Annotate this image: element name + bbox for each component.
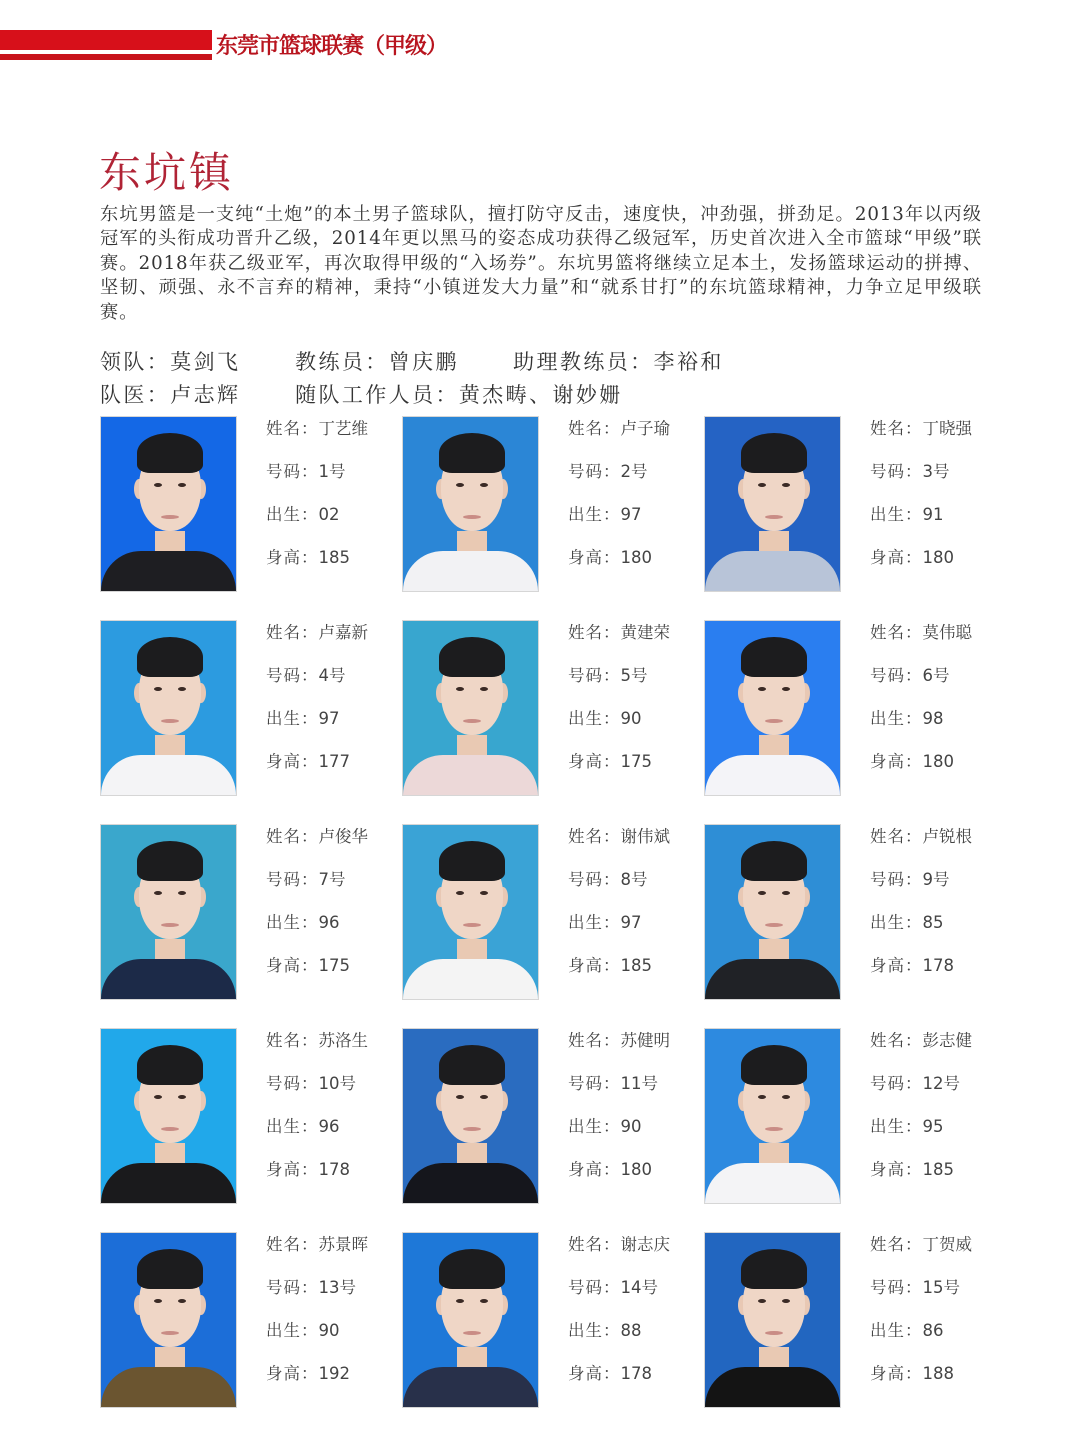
player-birth: 90: [620, 1117, 642, 1136]
player-name: 黄建荣: [620, 623, 670, 642]
player-card: [100, 416, 400, 592]
player-birth-row: 出生：97: [568, 913, 642, 932]
player-name: 卢俊华: [318, 827, 368, 846]
support-staff: 随队工作人员：黄杰畴、谢妙姗: [295, 383, 623, 407]
player-number-row: 号码：9号: [870, 870, 950, 889]
player-photo: [402, 620, 539, 796]
player-birth-row: 出生：90: [568, 709, 642, 728]
player-number-row: 号码：11号: [568, 1074, 658, 1093]
player-card: [704, 824, 1004, 1000]
player-name-row: 姓名：卢锐根: [870, 827, 972, 846]
player-info: [266, 416, 368, 588]
player-card: [402, 1232, 702, 1408]
team-intro: 东坑男篮是一支纯“土炮”的本土男子篮球队，擅打防守反击，速度快，冲劲强，拼劲足。2013年以丙级冠军的头衔成功晋升乙级，2014年更以黑马的姿态成功获得乙级冠军，历史首次进入全市篮球“甲级”联赛。2018年获乙级亚军，再次取得甲级的“入场券”。东坑男篮将继续立足本土，发扬篮球运动的拼搏、坚韧、顽强、永不言弃的精神，秉持“小镇迸发大力量”和“就系甘打”的东坑篮球精神，力争立足甲级联赛。: [100, 204, 982, 323]
player-birth: 90: [620, 709, 642, 728]
player-height-row: 身高：180: [870, 548, 954, 567]
player-name-row: 姓名：谢伟斌: [568, 827, 670, 846]
player-name-row: 姓名：莫伟聪: [870, 623, 972, 642]
player-card: [704, 1028, 1004, 1204]
team-leader: 领队：莫剑飞: [100, 350, 241, 374]
player-photo: [100, 1232, 237, 1408]
player-card: [402, 620, 702, 796]
player-info: [266, 824, 368, 996]
player-info: [266, 1232, 368, 1404]
staff-row-2: [100, 379, 623, 409]
player-name-row: 姓名：彭志健: [870, 1031, 972, 1050]
player-name: 彭志健: [922, 1031, 972, 1050]
player-photo: [704, 416, 841, 592]
player-height: 185: [318, 548, 350, 567]
player-photo: [402, 416, 539, 592]
player-height-row: 身高：175: [266, 956, 350, 975]
player-number-row: 号码：14号: [568, 1278, 658, 1297]
player-birth-row: 出生：97: [568, 505, 642, 524]
player-name-row: 姓名：卢嘉新: [266, 623, 368, 642]
player-info: [568, 824, 670, 996]
player-birth: 02: [318, 505, 340, 524]
player-photo: [100, 1028, 237, 1204]
player-height-row: 身高：175: [568, 752, 652, 771]
player-card: [704, 620, 1004, 796]
player-birth: 86: [922, 1321, 944, 1340]
assistant-coach: 助理教练员：李裕和: [513, 350, 724, 374]
player-card: [402, 1028, 702, 1204]
player-card: [100, 824, 400, 1000]
player-name-row: 姓名：苏健明: [568, 1031, 670, 1050]
player-height-row: 身高：185: [568, 956, 652, 975]
player-number: 15号: [922, 1278, 960, 1297]
header-bar-thin: [0, 54, 212, 60]
player-birth-row: 出生：90: [266, 1321, 340, 1340]
player-number: 12号: [922, 1074, 960, 1093]
team-name: 东坑镇: [99, 148, 235, 197]
header-decor-bar: [0, 30, 212, 61]
player-name: 丁贺威: [922, 1235, 972, 1254]
player-name-row: 姓名：卢俊华: [266, 827, 368, 846]
player-height: 178: [318, 1160, 350, 1179]
header-bar-thick: [0, 30, 212, 50]
player-number-row: 号码：15号: [870, 1278, 960, 1297]
player-name: 丁艺维: [318, 419, 368, 438]
player-number: 5号: [620, 666, 648, 685]
player-birth-row: 出生：90: [568, 1117, 642, 1136]
player-birth-row: 出生：95: [870, 1117, 944, 1136]
player-number: 7号: [318, 870, 346, 889]
team-doctor: 队医：卢志辉: [100, 383, 241, 407]
player-info: [870, 824, 972, 996]
player-birth-row: 出生：88: [568, 1321, 642, 1340]
player-height-row: 身高：188: [870, 1364, 954, 1383]
player-photo: [704, 620, 841, 796]
player-height-row: 身高：185: [266, 548, 350, 567]
player-birth-row: 出生：91: [870, 505, 944, 524]
player-birth: 95: [922, 1117, 944, 1136]
staff-row-1: [100, 346, 724, 376]
player-info: [568, 1028, 670, 1200]
player-name: 卢子瑜: [620, 419, 670, 438]
player-name: 谢伟斌: [620, 827, 670, 846]
player-number-row: 号码：7号: [266, 870, 346, 889]
player-number-row: 号码：8号: [568, 870, 648, 889]
player-card: [704, 1232, 1004, 1408]
player-height-row: 身高：185: [870, 1160, 954, 1179]
player-photo: [402, 1232, 539, 1408]
player-number-row: 号码：3号: [870, 462, 950, 481]
player-number: 13号: [318, 1278, 356, 1297]
player-photo: [704, 824, 841, 1000]
player-birth-row: 出生：96: [266, 1117, 340, 1136]
player-birth-row: 出生：96: [266, 913, 340, 932]
player-height: 175: [620, 752, 652, 771]
player-photo: [704, 1232, 841, 1408]
player-name: 苏景晖: [318, 1235, 368, 1254]
player-info: [870, 1028, 972, 1200]
player-height-row: 身高：180: [870, 752, 954, 771]
player-height: 188: [922, 1364, 954, 1383]
player-height-row: 身高：178: [266, 1160, 350, 1179]
player-info: [568, 416, 670, 588]
player-photo: [402, 1028, 539, 1204]
player-name-row: 姓名：谢志庆: [568, 1235, 670, 1254]
player-height-row: 身高：192: [266, 1364, 350, 1383]
player-card: [100, 1028, 400, 1204]
player-name: 卢嘉新: [318, 623, 368, 642]
player-birth-row: 出生：97: [266, 709, 340, 728]
player-birth: 90: [318, 1321, 340, 1340]
player-info: [568, 620, 670, 792]
player-name: 谢志庆: [620, 1235, 670, 1254]
player-height: 177: [318, 752, 350, 771]
player-height-row: 身高：180: [568, 548, 652, 567]
player-height: 180: [620, 1160, 652, 1179]
player-height: 180: [922, 752, 954, 771]
player-birth: 97: [318, 709, 340, 728]
player-name-row: 姓名：苏洛生: [266, 1031, 368, 1050]
player-birth-row: 出生：02: [266, 505, 340, 524]
player-number: 8号: [620, 870, 648, 889]
player-number-row: 号码：4号: [266, 666, 346, 685]
player-card: [704, 416, 1004, 592]
player-height: 192: [318, 1364, 350, 1383]
player-number: 9号: [922, 870, 950, 889]
player-name: 丁晓强: [922, 419, 972, 438]
player-photo: [402, 824, 539, 1000]
player-birth: 85: [922, 913, 944, 932]
player-card: [402, 416, 702, 592]
player-name: 苏健明: [620, 1031, 670, 1050]
player-info: [266, 1028, 368, 1200]
player-birth: 91: [922, 505, 944, 524]
player-number: 4号: [318, 666, 346, 685]
league-title: 东莞市篮球联赛（甲级）: [216, 34, 448, 59]
player-height-row: 身高：180: [568, 1160, 652, 1179]
player-number-row: 号码：12号: [870, 1074, 960, 1093]
player-info: [568, 1232, 670, 1404]
player-height: 180: [620, 548, 652, 567]
player-birth: 97: [620, 913, 642, 932]
player-photo: [704, 1028, 841, 1204]
player-name-row: 姓名：苏景晖: [266, 1235, 368, 1254]
player-height: 178: [620, 1364, 652, 1383]
player-number-row: 号码：13号: [266, 1278, 356, 1297]
player-number-row: 号码：5号: [568, 666, 648, 685]
player-birth-row: 出生：85: [870, 913, 944, 932]
player-info: [870, 1232, 972, 1404]
player-name-row: 姓名：黄建荣: [568, 623, 670, 642]
player-height: 185: [620, 956, 652, 975]
player-birth: 96: [318, 913, 340, 932]
player-photo: [100, 620, 237, 796]
player-height-row: 身高：178: [870, 956, 954, 975]
player-name: 卢锐根: [922, 827, 972, 846]
player-number: 14号: [620, 1278, 658, 1297]
player-height: 180: [922, 548, 954, 567]
player-photo: [100, 824, 237, 1000]
player-number: 11号: [620, 1074, 658, 1093]
player-birth-row: 出生：86: [870, 1321, 944, 1340]
player-height-row: 身高：178: [568, 1364, 652, 1383]
player-number: 3号: [922, 462, 950, 481]
player-info: [266, 620, 368, 792]
player-birth: 96: [318, 1117, 340, 1136]
player-birth: 97: [620, 505, 642, 524]
player-name-row: 姓名：丁艺维: [266, 419, 368, 438]
player-name: 莫伟聪: [922, 623, 972, 642]
player-number-row: 号码：2号: [568, 462, 648, 481]
player-height: 175: [318, 956, 350, 975]
player-height: 178: [922, 956, 954, 975]
player-name: 苏洛生: [318, 1031, 368, 1050]
player-card: [100, 1232, 400, 1408]
player-name-row: 姓名：丁贺威: [870, 1235, 972, 1254]
player-birth-row: 出生：98: [870, 709, 944, 728]
player-number: 6号: [922, 666, 950, 685]
player-number: 2号: [620, 462, 648, 481]
player-birth: 98: [922, 709, 944, 728]
player-card: [100, 620, 400, 796]
player-info: [870, 620, 972, 792]
player-photo: [100, 416, 237, 592]
player-number: 10号: [318, 1074, 356, 1093]
player-number-row: 号码：10号: [266, 1074, 356, 1093]
player-height: 185: [922, 1160, 954, 1179]
player-height-row: 身高：177: [266, 752, 350, 771]
player-number-row: 号码：6号: [870, 666, 950, 685]
player-number: 1号: [318, 462, 346, 481]
head-coach: 教练员：曾庆鹏: [295, 350, 459, 374]
player-birth: 88: [620, 1321, 642, 1340]
player-card: [402, 824, 702, 1000]
player-number-row: 号码：1号: [266, 462, 346, 481]
player-name-row: 姓名：丁晓强: [870, 419, 972, 438]
player-name-row: 姓名：卢子瑜: [568, 419, 670, 438]
player-info: [870, 416, 972, 588]
